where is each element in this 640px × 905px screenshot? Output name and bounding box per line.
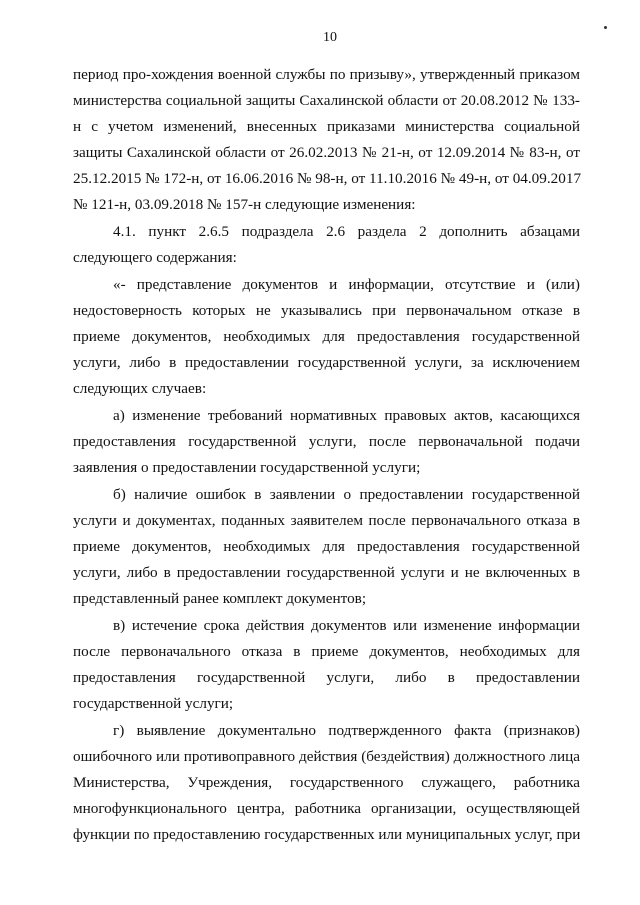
scan-speck — [604, 26, 607, 29]
text-line: заявления о предоставлении государственной услуги; — [73, 459, 421, 476]
text-line: б) наличие ошибок в заявлении о предоставлении государственной — [113, 486, 580, 503]
text-line: после первоначального отказа в приеме документов, необходимых для — [73, 643, 580, 660]
page-number: 10 — [323, 30, 337, 45]
text-line: период про-хождения военной службы по призыву», утвержденный приказом — [73, 66, 580, 83]
text-line: услуги, либо в предоставлении государственной услуги, за исключением — [73, 354, 580, 371]
text-line: 25.12.2015 № 172-н, от 16.06.2016 № 98-н, от 11.10.2016 № 49-н, от 04.09.2017 — [73, 170, 582, 187]
text-line: а) изменение требований нормативных правовых актов, касающихся — [113, 407, 580, 424]
text-line: министерства социальной защиты Сахалинской области от 20.08.2012 № 133- — [73, 92, 580, 109]
text-line: г) выявление документально подтвержденного факта (признаков) — [113, 722, 580, 739]
text-line: приеме документов, необходимых для предоставления государственной — [73, 328, 580, 345]
text-line: многофункционального центра, работника организации, осуществляющей — [73, 800, 580, 817]
text-line: защиты Сахалинской области от 26.02.2013 № 21-н, от 12.09.2014 № 83-н, от — [73, 144, 580, 161]
text-line: услуги, либо в предоставлении государственной услуги и не включенных в — [73, 564, 580, 581]
text-line: представленный ранее комплект документов; — [73, 590, 367, 607]
text-line: «- представление документов и информации, отсутствие и (или) — [113, 276, 580, 293]
text-line: предоставления государственной услуги, либо в предоставлении — [73, 669, 580, 686]
text-line: ошибочного или противоправного действия (бездействия) должностного лица — [73, 748, 580, 765]
text-line: следующих случаев: — [73, 380, 207, 397]
text-line: государственной услуги; — [73, 695, 234, 712]
text-line: № 121-н, 03.09.2018 № 157-н следующие изменения: — [73, 196, 416, 213]
text-line: приеме документов, необходимых для предоставления государственной — [73, 538, 580, 555]
text-line: в) истечение срока действия документов или изменение информации — [113, 617, 580, 634]
text-line: услуги и документах, поданных заявителем после первоначального отказа в — [73, 512, 580, 529]
text-line: предоставления государственной услуги, после первоначальной подачи — [73, 433, 580, 450]
text-line: следующего содержания: — [73, 249, 237, 266]
text-line: Министерства, Учреждения, государственного служащего, работника — [73, 774, 580, 791]
text-line: недостоверность которых не указывались при первоначальном отказе в — [73, 302, 580, 319]
text-line: 4.1. пункт 2.6.5 подраздела 2.6 раздела 2 дополнить абзацами — [113, 223, 580, 240]
text-line: функции по предоставлению государственных или муниципальных услуг, при — [73, 826, 581, 843]
text-line: н с учетом изменений, внесенных приказами министерства социальной — [73, 118, 580, 135]
